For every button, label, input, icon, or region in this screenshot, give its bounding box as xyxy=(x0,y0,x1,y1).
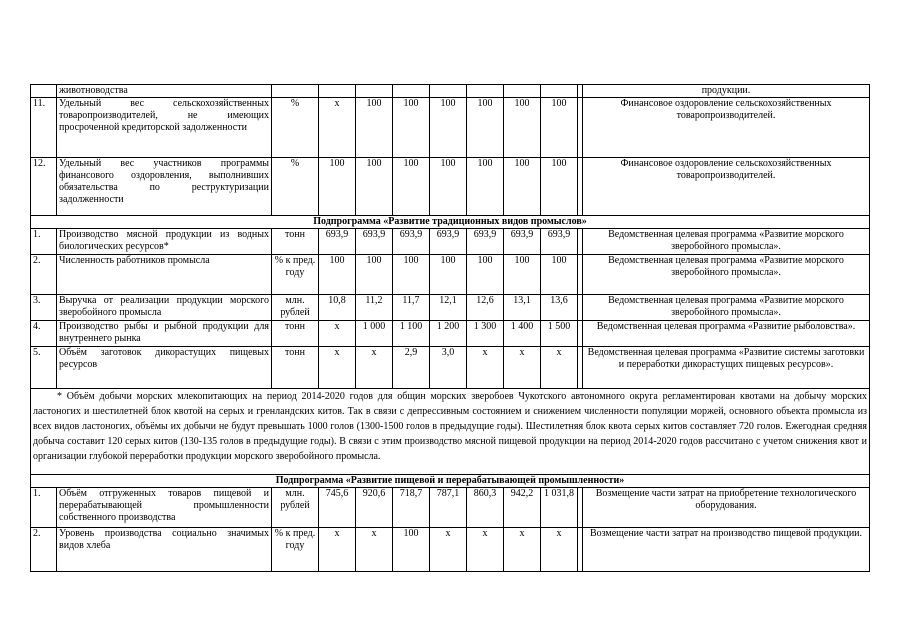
value-cell: 100 xyxy=(319,158,356,216)
measure-note: продукции. xyxy=(583,85,870,98)
value-cell: 100 xyxy=(393,255,430,295)
value-cell: 13,1 xyxy=(504,295,541,321)
measure-note: Ведомственная целевая программа «Развитие системы заготовки и переработки дикорастущих пищевых ресурсов». xyxy=(583,347,870,389)
value-cell: 100 xyxy=(541,158,578,216)
indicator-name: Уровень производства социально значимых видов хлеба xyxy=(57,528,272,572)
value-cell: 693,9 xyxy=(319,229,356,255)
table-row xyxy=(31,295,870,321)
unit-cell: % к пред. году xyxy=(272,528,319,572)
footnote-text: * Объём добычи морских млекопитающих на период 2014-2020 годов для общин морских зверобоев Чукотского автономного округа регламентирован квотами на добычу морских ластоногих и шестилетней блок квотой на серых и гренландских китов. Так в связи с депрессивным состоянием и снижением численности популяции моржей, основного объекта промысла из всех видов ластоногих, объёмы их добычи не будут превышать 1000 голов (1300-1500 голов в предыдущие годы). Шестилетняя блок квота серых китов составляет 720 голов. Ежегодная средняя добыча составит 120 серых китов (130-135 голов в предыдущие годы). В связи с этим производство мясной пищевой продукции на период 2014-2020 годов рассчитано с учетом снижения квот и организации глубокой переработки продукции морского зверобойного промысла. xyxy=(31,389,870,475)
indicator-name: Производство мясной продукции из водных биологических ресурсов* xyxy=(57,229,272,255)
value-cell: 100 xyxy=(504,158,541,216)
subprogram-title: Подпрограмма «Развитие традиционных видов промыслов» xyxy=(31,216,870,229)
value-cell: 11,7 xyxy=(393,295,430,321)
measure-note: Финансовое оздоровление сельскохозяйственных товаропроизводителей. xyxy=(583,158,870,216)
value-cell: 100 xyxy=(504,255,541,295)
indicator-name: животноводства xyxy=(57,85,272,98)
footnote-row xyxy=(31,389,870,475)
value-cell: 1 000 xyxy=(356,321,393,347)
value-cell: 1 200 xyxy=(430,321,467,347)
value-cell: 693,9 xyxy=(467,229,504,255)
row-number: 1. xyxy=(31,488,57,528)
row-number-cell xyxy=(31,85,57,98)
table-row xyxy=(31,347,870,389)
row-number: 1. xyxy=(31,229,57,255)
value-cell xyxy=(393,85,430,98)
row-number: 2. xyxy=(31,528,57,572)
value-cell: х xyxy=(319,528,356,572)
table-row xyxy=(31,255,870,295)
value-cell: 693,9 xyxy=(430,229,467,255)
value-cell: 100 xyxy=(393,98,430,158)
value-cell: 1 400 xyxy=(504,321,541,347)
value-cell: 100 xyxy=(467,98,504,158)
value-cell: 693,9 xyxy=(541,229,578,255)
value-cell: 100 xyxy=(356,98,393,158)
value-cell: 100 xyxy=(430,98,467,158)
value-cell: 1 031,8 xyxy=(541,488,578,528)
row-number: 4. xyxy=(31,321,57,347)
subprogram-row xyxy=(31,216,870,229)
measure-note: Возмещение части затрат на приобретение технологического оборудования. xyxy=(583,488,870,528)
value-cell: 12,1 xyxy=(430,295,467,321)
value-cell: 100 xyxy=(356,158,393,216)
value-cell: х xyxy=(319,98,356,158)
value-cell: 100 xyxy=(541,255,578,295)
value-cell: 100 xyxy=(356,255,393,295)
value-cell: 100 xyxy=(430,158,467,216)
value-cell: х xyxy=(356,347,393,389)
value-cell: 100 xyxy=(504,98,541,158)
unit-cell: % к пред. году xyxy=(272,255,319,295)
table-row-continuation xyxy=(31,85,870,98)
row-number: 11. xyxy=(31,98,57,158)
unit-cell: тонн xyxy=(272,347,319,389)
value-cell: 100 xyxy=(467,255,504,295)
table-row xyxy=(31,488,870,528)
indicator-name: Производство рыбы и рыбной продукции для внутреннего рынка xyxy=(57,321,272,347)
value-cell: 1 300 xyxy=(467,321,504,347)
value-cell: 100 xyxy=(430,255,467,295)
value-cell: 745,6 xyxy=(319,488,356,528)
row-number: 3. xyxy=(31,295,57,321)
indicator-name: Численность работников промысла xyxy=(57,255,272,295)
indicator-name: Удельный вес сельскохозяйственных товаропроизводителей, не имеющих просроченной кредиторской задолженности xyxy=(57,98,272,158)
value-cell: 12,6 xyxy=(467,295,504,321)
subprogram-title: Подпрограмма «Развитие пищевой и перерабатывающей промышленности» xyxy=(31,475,870,488)
value-cell xyxy=(541,85,578,98)
value-cell: 100 xyxy=(393,528,430,572)
row-number: 2. xyxy=(31,255,57,295)
value-cell: 2,9 xyxy=(393,347,430,389)
table-body xyxy=(31,85,870,572)
value-cell: х xyxy=(430,528,467,572)
value-cell: 100 xyxy=(467,158,504,216)
value-cell: 718,7 xyxy=(393,488,430,528)
value-cell: 693,9 xyxy=(504,229,541,255)
value-cell xyxy=(272,85,319,98)
indicators-table xyxy=(30,84,870,572)
value-cell: х xyxy=(504,528,541,572)
measure-note: Ведомственная целевая программа «Развитие морского зверобойного промысла». xyxy=(583,255,870,295)
value-cell: 787,1 xyxy=(430,488,467,528)
value-cell: х xyxy=(541,347,578,389)
value-cell: х xyxy=(467,528,504,572)
value-cell: 693,9 xyxy=(356,229,393,255)
indicator-name: Удельный вес участников программы финансового оздоровления, выполнивших обязательства по реструктуризации задолженности xyxy=(57,158,272,216)
value-cell: х xyxy=(504,347,541,389)
measure-note: Ведомственная целевая программа «Развитие рыболовства». xyxy=(583,321,870,347)
value-cell: 10,8 xyxy=(319,295,356,321)
unit-cell: тонн xyxy=(272,229,319,255)
value-cell: х xyxy=(319,347,356,389)
value-cell xyxy=(319,85,356,98)
value-cell: 1 100 xyxy=(393,321,430,347)
value-cell: 942,2 xyxy=(504,488,541,528)
unit-cell: % xyxy=(272,98,319,158)
value-cell: 100 xyxy=(541,98,578,158)
measure-note: Финансовое оздоровление сельскохозяйственных товаропроизводителей. xyxy=(583,98,870,158)
measure-note: Возмещение части затрат на производство пищевой продукции. xyxy=(583,528,870,572)
value-cell: 13,6 xyxy=(541,295,578,321)
value-cell: 100 xyxy=(393,158,430,216)
measure-note: Ведомственная целевая программа «Развитие морского зверобойного промысла». xyxy=(583,229,870,255)
value-cell: 860,3 xyxy=(467,488,504,528)
value-cell: 1 500 xyxy=(541,321,578,347)
value-cell: х xyxy=(467,347,504,389)
value-cell xyxy=(356,85,393,98)
indicator-name: Объём отгруженных товаров пищевой и перерабатывающей промышленности собственного производства xyxy=(57,488,272,528)
row-number: 12. xyxy=(31,158,57,216)
unit-cell: тонн xyxy=(272,321,319,347)
value-cell: 3,0 xyxy=(430,347,467,389)
table-row xyxy=(31,229,870,255)
value-cell: х xyxy=(541,528,578,572)
table-row xyxy=(31,158,870,216)
indicator-name: Выручка от реализации продукции морского зверобойного промысла xyxy=(57,295,272,321)
unit-cell: % xyxy=(272,158,319,216)
unit-cell: млн. рублей xyxy=(272,295,319,321)
value-cell: 100 xyxy=(319,255,356,295)
value-cell xyxy=(504,85,541,98)
table-row xyxy=(31,98,870,158)
unit-cell: млн. рублей xyxy=(272,488,319,528)
value-cell: 11,2 xyxy=(356,295,393,321)
value-cell: х xyxy=(319,321,356,347)
value-cell: 920,6 xyxy=(356,488,393,528)
table-row xyxy=(31,321,870,347)
value-cell xyxy=(467,85,504,98)
value-cell xyxy=(430,85,467,98)
value-cell: х xyxy=(356,528,393,572)
value-cell: 693,9 xyxy=(393,229,430,255)
table-row xyxy=(31,528,870,572)
measure-note: Ведомственная целевая программа «Развитие морского зверобойного промысла». xyxy=(583,295,870,321)
subprogram-row xyxy=(31,475,870,488)
indicator-name: Объём заготовок дикорастущих пищевых ресурсов xyxy=(57,347,272,389)
row-number: 5. xyxy=(31,347,57,389)
